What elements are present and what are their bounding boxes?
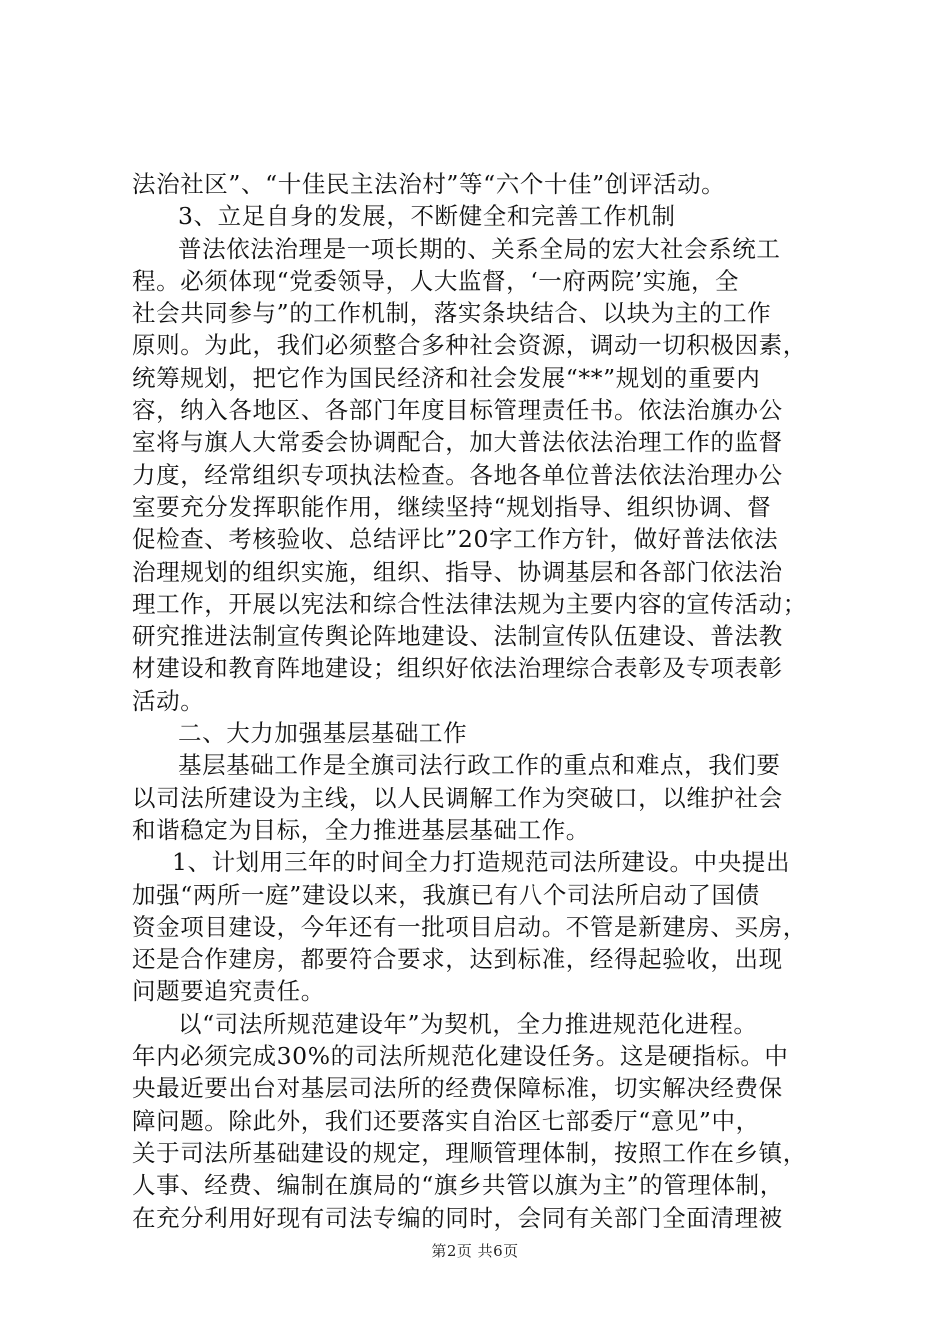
document-body (132, 168, 832, 1234)
text-line: 关于司法所基础建设的规定，理顺管理体制，按照工作在乡镇， (132, 1138, 807, 1167)
text-line: 基层基础工作是全旗司法行政工作的重点和难点，我们要 (178, 751, 781, 780)
text-line: 研究推进法制宣传舆论阵地建设、法制宣传队伍建设、普法教 (132, 622, 783, 651)
text-line: 容，纳入各地区、各部门年度目标管理责任书。依法治旗办公 (132, 396, 783, 425)
text-line: 室将与旗人大常委会协调配合，加大普法依法治理工作的监督 (132, 428, 783, 457)
text-line: 障问题。除此外，我们还要落实自治区七部委厅“意见”中， (132, 1106, 760, 1135)
text-line: 人事、经费、编制在旗局的“旗乡共管以旗为主”的管理体制， (132, 1171, 784, 1200)
text-line: 室要充分发挥职能作用，继续坚持“规划指导、组织协调、督 (132, 492, 772, 521)
text-line: 普法依法治理是一项长期的、关系全局的宏大社会系统工 (178, 234, 781, 263)
text-line: 年内必须完成30%的司法所规范化建设任务。这是硬指标。中 (132, 1042, 789, 1071)
text-line: 程。必须体现“党委领导，人大监督，‘一府两院’实施，全 (132, 266, 740, 295)
text-line: 活动。 (132, 686, 205, 715)
text-line: 问题要追究责任。 (132, 977, 325, 1006)
text-line: 和谐稳定为目标，全力推进基层基础工作。 (132, 815, 590, 844)
text-line: 还是合作建房，都要符合要求，达到标准，经得起验收，出现 (132, 945, 783, 974)
text-line: 社会共同参与”的工作机制，落实条块结合、以块为主的工作 (132, 299, 772, 328)
text-line: 原则。为此，我们必须整合多种社会资源，调动一切积极因素， (132, 331, 807, 360)
text-line: 以司法所建设为主线，以人民调解工作为突破口，以维护社会 (132, 783, 783, 812)
section-heading: 二、大力加强基层基础工作 (178, 719, 468, 748)
text-line: 央最近要出台对基层司法所的经费保障标准，切实解决经费保 (132, 1074, 783, 1103)
text-line: 治理规划的组织实施，组织、指导、协调基层和各部门依法治 (132, 557, 783, 586)
text-line: 1、计划用三年的时间全力打造规范司法所建设。中央提出 (172, 848, 791, 877)
text-line: 加强“两所一庭”建设以来，我旗已有八个司法所启动了国债 (132, 880, 760, 909)
text-line: 在充分利用好现有司法专编的同时，会同有关部门全面清理被 (132, 1203, 783, 1232)
text-line: 统筹规划，把它作为国民经济和社会发展“**”规划的重要内 (132, 363, 761, 392)
page-number-footer: 第2页 共6页 (431, 1242, 519, 1260)
text-line: 以“司法所规范建设年”为契机，全力推进规范化进程。 (178, 1009, 758, 1038)
text-line: 促检查、考核验收、总结评比”20字工作方针，做好普法依法 (132, 525, 779, 554)
text-line: 理工作，开展以宪法和综合性法律法规为主要内容的宣传活动； (132, 589, 807, 618)
text-line: 法治社区”、“十佳民主法治村”等“六个十佳”创评活动。 (132, 170, 726, 198)
section-heading: 3、立足自身的发展，不断健全和完善工作机制 (178, 202, 676, 231)
text-line: 力度，经常组织专项执法检查。各地各单位普法依法治理办公 (132, 460, 783, 489)
text-line: 材建设和教育阵地建设；组织好依法治理综合表彰及专项表彰 (132, 654, 783, 683)
text-line: 资金项目建设，今年还有一批项目启动。不管是新建房、买房， (132, 912, 807, 941)
